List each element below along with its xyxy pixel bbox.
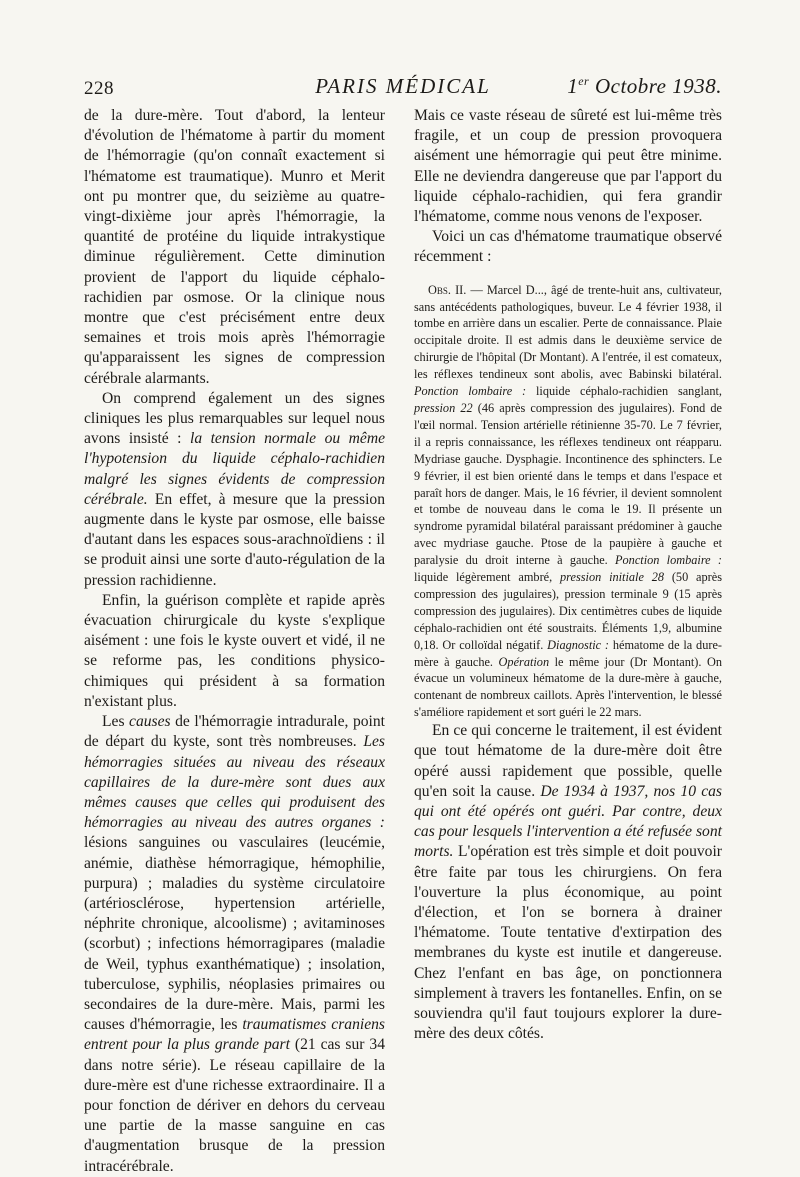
text-run: (21 cas sur 34 dans notre série). Le réseau capillaire de la dure-mère est d'une richesse extraordinaire. Il a pour fonction de dériver en dehors du cerveau une partie de la masse sanguine en cas d'augmentation brusque de la pression intracérébrale. <box>84 1036 385 1175</box>
italic-run: pression 22 <box>414 400 473 415</box>
italic-run: De 1934 à 1937, nos 10 cas qui ont été opérés ont guéri. Par contre, deux cas pour lesquels l'intervention a été refusée sont morts. <box>414 782 722 861</box>
italic-run: la tension normale ou même l'hypotension du liquide céphalo-rachidien malgré les signes évidents de compression cérébrale. <box>84 430 386 508</box>
text-run: L'opération est très simple et doit pouvoir être faite par tous les chirurgiens. On fera l'ouverture la plus économique, au point d'élection, et l'on se bornera à drainer l'hématome. Toute tentative d'extirpation des membranes du kyste est inutile et dangereuse. Chez l'enfant en bas âge, on ponctionnera simplement à travers les fontanelles. Enfin, on se souviendra qu'il faut toujours explorer la dure-mère des deux côtés. <box>414 843 722 1043</box>
italic-run: Ponction lombaire : <box>414 384 527 399</box>
italic-run: pression initiale 28 <box>560 570 665 585</box>
text-run: (50 après compression des jugulaires), pression terminale 9 (15 après compression des jugulaires). Dix centimètres cubes de liquide céphalo-rachidien ont été soustraits. Éléments 1,9, albumine 0,18. Or colloïdal négatif. <box>414 570 722 652</box>
issue-date-day: 1 <box>567 74 579 98</box>
text-run: liquide céphalo-rachidien sanglant, <box>526 384 722 399</box>
left-column <box>84 106 385 1177</box>
paragraph <box>84 712 385 1177</box>
text-run: de l'hémorragie intradurale, point de départ du kyste, sont très nombreuses. <box>84 713 385 751</box>
italic-run: Les hémorragies situées au niveau des réseaux capillaires de la dure-mère sont dues aux mêmes causes que celles qui produisent des hémorragies au niveau des autres organes : <box>84 733 385 832</box>
running-header <box>84 74 722 106</box>
text-run: le même jour (Dr Montant). On évacue un volumineux hématome de la dure-mère à gauche, contenant de nombreux caillots. Après l'intervention, le blessé s'améliore rapidement et sort guéri le 22 mars. <box>414 654 722 720</box>
right-column <box>414 106 722 1044</box>
journal-title: PARIS MÉDICAL <box>315 74 491 98</box>
paragraph: de la dure-mère. Tout d'abord, la lenteur d'évolution de l'hématome à partir du moment de l'hémorragie (qu'on connaît exactement si l'hématome est traumatique). Munro et Merit ont pu montrer que, du seizième au quatre-vingt-dixième jour après l'hémorragie, la quantité de protéine du liquide intrakystique diminue régulièrement. Cette diminution provient de l'apport du liquide céphalo-rachidien par osmose. Or la clinique nous montre que c'est précisément entre deux semaines et trois mois après l'hémorragie qu'apparaissent les signes de compression cérébrale alarmants. <box>84 107 385 387</box>
observation-label: Obs. II. <box>428 282 467 297</box>
italic-run: Ponction lombaire : <box>615 553 722 568</box>
issue-date-sup: er <box>578 74 590 88</box>
text-run: liquide légèrement ambré, <box>414 570 561 585</box>
text-run: On comprend également un des signes cliniques les plus remarquables sur lequel nous avons insisté : <box>84 389 385 448</box>
text-run: En ce qui concerne le traitement, il est évident que tout hématome de la dure-mère doit être opéré aussi rapidement que possible, quelle qu'en soit la cause. <box>414 722 722 800</box>
text-run: Les <box>102 713 130 731</box>
italic-run: traumatismes craniens entrent pour la plus grande part <box>84 1016 385 1054</box>
text-run: hématome de la dure-mère à gauche. <box>414 637 723 669</box>
paragraph: Mais ce vaste réseau de sûreté est lui-même très fragile, et un coup de pression provoquera aisément une hémorragie qui peut être minime. Elle ne deviendra dangereuse que par l'apport du liquide céphalo-rachidien, qui fera grandir l'hématome, comme nous venons de l'exposer. <box>414 107 722 226</box>
case-observation <box>414 282 722 722</box>
page-number: 228 <box>84 78 114 99</box>
italic-run: causes <box>129 713 171 731</box>
text-run: lésions sanguines ou vasculaires (leucémie, anémie, diathèse hémorragique, hémophilie, purpura) ; maladies du système circulatoire (artériosclérose, hypertension artérielle, néphrite chronique, alcoolisme) ; avitaminoses (scorbut) ; infections hémorragipares (maladie de Weil, typhus exanthématique) ; insolation, tuberculose, syphilis, néoplasies primaires ou secondaires de la dure-mère. Mais, parmi les causes d'hémorragie, les <box>84 834 385 1034</box>
paragraph: Voici un cas d'hématome traumatique observé récemment : <box>414 228 722 266</box>
italic-run: Opération <box>498 654 550 669</box>
paragraph <box>414 721 722 1044</box>
text-run: (46 après compression des jugulaires). Fond de l'œil normal. Tension artérielle rétinienne 35-70. Le 7 février, il a repris connaissance, les réflexes tendineux ont réapparu. Mydriase gauche. Dysphagie. Incontinence des sphincters. Le 9 février, il est bien orienté dans le temps et dans l'espace et paraît hors de danger. Mais, le 16 février, il devient somnolent et tombe de nouveau dans le coma le 19. Il présente un syndrome pyramidal bilatéral paraissant prédominer à gauche avec mydriase gauche. Ptose de la paupière à gauche et paralysie du droit interne à gauche. <box>414 400 722 568</box>
text-run: En effet, à mesure que la pression augmente dans le kyste par osmose, elle baisse d'autant dans les espaces sous-arachnoïdiens : il se produit ainsi une sorte d'auto-régulation de la pression rachidienne. <box>84 490 385 589</box>
paragraph <box>84 389 385 591</box>
paragraph: Enfin, la guérison complète et rapide après évacuation chirurgicale du kyste s'explique aisément : une fois le kyste ouvert et vidé, il ne se reforme pas, les conditions physico-chimiques qui président à sa formation n'existant plus. <box>84 591 385 710</box>
issue-date-rest: Octobre 1938. <box>589 74 722 98</box>
issue-date <box>567 74 722 99</box>
italic-run: Diagnostic : <box>547 637 610 652</box>
observation-text <box>414 282 722 722</box>
text-run: — Marcel D..., âgé de trente-huit ans, cultivateur, sans antécédents pathologiques, buveur. Le 4 février 1938, il tombe en arrière dans un escalier. Perte de connaissance. Plaie occipitale droite. Il est admis dans le deuxième service de chirurgie de l'hôpital (Dr Montant). A l'entrée, il est comateux, les réflexes tendineux sont abolis, avec Babinski bilatéral. <box>414 282 722 382</box>
